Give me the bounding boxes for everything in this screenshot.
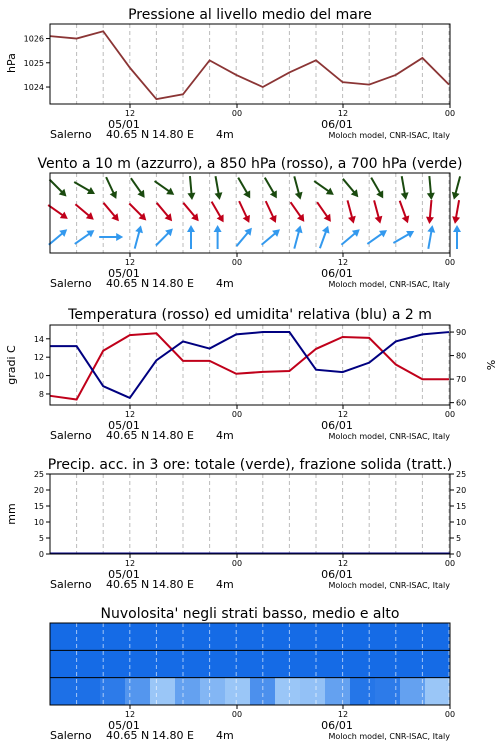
location-alt: 4m (216, 429, 234, 442)
wind-arrow-10m (49, 229, 67, 244)
cloud-cell-basso (325, 678, 351, 705)
pressure-frame (50, 24, 450, 104)
cloud-cell-medio (150, 650, 176, 677)
pressure-xticks (125, 104, 455, 118)
cloud-cell-basso (150, 678, 176, 705)
cloud-cell-basso (50, 678, 76, 705)
wind-arrow-10m (75, 230, 95, 244)
cloud-cell-alto (425, 623, 451, 650)
y-tick-label: 5 (38, 534, 44, 543)
location-name: Salerno (50, 578, 92, 591)
y-right-tick-label: 10 (456, 518, 467, 527)
wind-arrow-700hPa (371, 178, 383, 199)
cloud-cell-alto (225, 623, 251, 650)
location-alt: 4m (216, 578, 234, 591)
cloud-cell-medio (350, 650, 376, 677)
date-label: 06/01 (321, 118, 353, 131)
wind-arrow-shaft (347, 200, 352, 219)
wind-arrow-shaft (216, 176, 219, 196)
wind-arrow-850hPa (452, 200, 460, 224)
precipitation-panel (5, 457, 466, 591)
cloud-cell-basso (175, 678, 201, 705)
precipitation-yticks (34, 470, 50, 559)
cloud-cell-medio (375, 650, 401, 677)
pressure-title: Pressione al livello medio del mare (128, 7, 372, 23)
wind-arrow-10m (294, 225, 302, 248)
y-right-tick-label: 5 (456, 534, 462, 543)
precipitation-frame (50, 474, 450, 554)
wind-arrow-850hPa (426, 200, 434, 224)
cloud-cell-alto (175, 623, 201, 650)
cloud-cell-alto (200, 623, 226, 650)
model-credit: Moloch model, CNR-ISAC, Italy (328, 280, 450, 289)
wind-arrow-700hPa (343, 179, 358, 197)
date-label: 05/01 (108, 419, 140, 432)
wind-arrow-head (453, 225, 461, 232)
cloud-cell-medio (425, 650, 451, 677)
y-tick-label: 10 (33, 518, 44, 527)
cloud-cell-basso (400, 678, 426, 705)
location-lon: 14.80 E (152, 578, 194, 591)
x-tick-label: 12 (124, 109, 136, 118)
wind-arrow-700hPa (74, 182, 95, 194)
y-right-tick-label: 90 (456, 328, 467, 338)
cloud-cell-alto (300, 623, 326, 650)
precipitation-yticks-right (450, 470, 466, 559)
wind-arrow-700hPa (265, 178, 277, 199)
wind-arrow-850hPa (48, 205, 68, 219)
wind-arrow-700hPa (401, 176, 409, 200)
cloud-plot (50, 623, 451, 705)
wind-arrow-shaft (238, 178, 248, 195)
wind-arrow-shaft (314, 181, 330, 192)
wind-arrow-shaft (294, 176, 299, 195)
y-tick-label: 14 (33, 334, 44, 344)
precipitation-xticks (125, 554, 455, 568)
model-credit: Moloch model, CNR-ISAC, Italy (328, 432, 450, 441)
location-lon: 14.80 E (152, 277, 194, 290)
x-tick-label: 12 (124, 258, 136, 267)
location-lat: 40.65 N (106, 578, 150, 591)
cloud-cell-alto (375, 623, 401, 650)
wind-arrow-head (295, 192, 303, 200)
wind-arrow-10m (262, 229, 280, 244)
cloud-cell-basso (200, 678, 226, 705)
model-credit: Moloch model, CNR-ISAC, Italy (328, 131, 450, 140)
model-credit: Moloch model, CNR-ISAC, Italy (328, 732, 450, 741)
date-label: 06/01 (321, 419, 353, 432)
wind-arrow-head (427, 193, 435, 200)
location-lon: 14.80 E (152, 128, 194, 141)
cloud-cell-alto (400, 623, 426, 650)
cloud-cell-medio (50, 650, 76, 677)
wind-arrow-head (452, 216, 460, 224)
x-tick-label: 12 (337, 410, 349, 419)
cloud-cell-alto (275, 623, 301, 650)
x-tick-label: 12 (337, 710, 349, 719)
wind-arrow-700hPa (106, 177, 117, 199)
wind-arrow-10m (187, 225, 195, 249)
wind-arrow-shaft (129, 204, 143, 218)
wind-arrow-10m (393, 231, 414, 243)
x-tick-label: 00 (444, 109, 456, 118)
temperature-title: Temperatura (rosso) ed umidita' relativa (blu) a 2 m (68, 307, 432, 323)
cloud-cell-alto (325, 623, 351, 650)
wind-arrow-head (187, 225, 195, 232)
wind-arrow-shaft (265, 178, 275, 195)
pressure-footer (50, 118, 450, 141)
wind-arrow-10m (214, 225, 222, 249)
x-tick-label: 00 (444, 410, 456, 419)
cloud-cell-basso (100, 678, 126, 705)
cloud-cell-alto (150, 623, 176, 650)
location-lon: 14.80 E (152, 429, 194, 442)
wind-arrow-850hPa (212, 202, 224, 223)
wind-arrow-shaft (266, 201, 274, 219)
date-label: 06/01 (321, 719, 353, 732)
wind-arrow-700hPa (314, 181, 334, 195)
x-tick-label: 00 (444, 559, 456, 568)
temperature-xticks (125, 405, 455, 419)
x-tick-label: 00 (231, 410, 243, 419)
wind-arrow-head (375, 216, 383, 224)
cloud-cell-basso (275, 678, 301, 705)
wind-arrow-shaft (294, 229, 299, 248)
wind-arrow-shaft (135, 229, 140, 248)
wind-arrow-700hPa (131, 178, 145, 198)
wind-arrow-head (116, 233, 123, 241)
model-credit: Moloch model, CNR-ISAC, Italy (328, 581, 450, 590)
cloud-cell-medio (325, 650, 351, 677)
pressure-panel (5, 7, 455, 141)
wind-arrow-shaft (430, 200, 432, 220)
x-tick-label: 12 (337, 559, 349, 568)
location-name: Salerno (50, 128, 92, 141)
location-alt: 4m (216, 729, 234, 742)
wind-xticks (125, 253, 455, 267)
cloud-cell-medio (175, 650, 201, 677)
wind-arrow-850hPa (75, 204, 93, 219)
wind-arrow-head (215, 192, 223, 200)
x-tick-label: 00 (231, 559, 243, 568)
wind-arrow-850hPa (374, 200, 382, 223)
wind-arrow-head (187, 193, 195, 200)
wind-arrow-10m (427, 225, 435, 249)
cloud-cell-basso (425, 678, 451, 705)
y-right-tick-label: 20 (456, 486, 467, 495)
y-tick-label: 20 (33, 486, 44, 495)
cloud-xticks (125, 705, 455, 719)
cloud-cell-basso (125, 678, 151, 705)
y-right-tick-label: 70 (456, 375, 467, 385)
location-name: Salerno (50, 429, 92, 442)
date-label: 06/01 (321, 568, 353, 581)
wind-arrow-850hPa (400, 201, 410, 224)
wind-footer (50, 267, 450, 290)
cloud-cell-medio (400, 650, 426, 677)
cloud-panel (50, 606, 455, 742)
precipitation-grid (77, 474, 449, 554)
wind-arrow-shaft (75, 232, 91, 243)
x-tick-label: 12 (337, 109, 349, 118)
y-tick-label: 10 (33, 371, 44, 381)
wind-title: Vento a 10 m (azzurro), a 850 hPa (rosso), a 700 hPa (verde) (37, 156, 463, 172)
y-tick-label: 1025 (23, 58, 44, 68)
wind-arrow-850hPa (291, 202, 305, 222)
wind-arrow-850hPa (183, 203, 198, 221)
cloud-cell-alto (75, 623, 101, 650)
precipitation-footer (50, 568, 450, 591)
y-right-tick-label: 80 (456, 351, 467, 361)
cloud-cell-medio (75, 650, 101, 677)
y-right-tick-label: 60 (456, 398, 467, 408)
pressure-plot (50, 31, 449, 99)
wind-arrow-850hPa (129, 204, 146, 221)
wind-arrow-700hPa (215, 176, 223, 200)
wind-arrow-10m (320, 226, 330, 249)
y-tick-label: 8 (38, 389, 44, 399)
location-lon: 14.80 E (152, 729, 194, 742)
temperature-frame (50, 325, 450, 405)
pressure-grid (77, 24, 449, 104)
cloud-title: Nuvolosita' negli strati basso, medio e alto (100, 606, 400, 622)
cloud-cell-basso (350, 678, 376, 705)
cloud-footer (50, 719, 450, 742)
wind-arrow-10m (135, 225, 143, 248)
pressure-line (50, 31, 449, 99)
temperature-panel (5, 307, 497, 442)
cloud-cell-alto (100, 623, 126, 650)
temperature-yticks (34, 335, 50, 399)
location-lat: 40.65 N (106, 277, 150, 290)
wind-arrow-10m (341, 229, 359, 244)
x-tick-label: 12 (124, 559, 136, 568)
wind-arrow-700hPa (427, 176, 435, 200)
x-tick-label: 00 (231, 109, 243, 118)
humidity-yticks (450, 328, 466, 408)
location-name: Salerno (50, 277, 92, 290)
wind-arrow-shaft (48, 205, 64, 216)
location-name: Salerno (50, 729, 92, 742)
wind-grid (77, 173, 449, 253)
wind-arrow-700hPa (50, 180, 67, 197)
x-tick-label: 00 (444, 710, 456, 719)
cloud-cell-alto (50, 623, 76, 650)
humidity-ylabel: % (484, 359, 497, 371)
cloud-cell-basso (375, 678, 401, 705)
wind-arrow-700hPa (238, 178, 250, 199)
wind-arrow-10m (156, 229, 173, 246)
wind-arrow-850hPa (157, 203, 172, 221)
y-tick-label: 25 (33, 470, 44, 479)
cloud-cell-alto (125, 623, 151, 650)
date-label: 05/01 (108, 118, 140, 131)
wind-arrow-850hPa (317, 202, 331, 222)
wind-arrow-head (401, 192, 409, 200)
location-alt: 4m (216, 128, 234, 141)
wind-arrow-850hPa (103, 203, 118, 221)
wind-panel (37, 156, 462, 290)
wind-arrow-head (214, 225, 222, 232)
wind-arrow-shaft (455, 176, 460, 195)
wind-arrow-shaft (190, 176, 192, 196)
date-label: 05/01 (108, 568, 140, 581)
y-tick-label: 1024 (23, 83, 44, 93)
location-lat: 40.65 N (106, 128, 150, 141)
wind-arrow-10m (236, 228, 251, 246)
temperature-footer (50, 419, 450, 442)
wind-arrow-shaft (374, 200, 379, 219)
wind-arrow-head (452, 192, 460, 200)
x-tick-label: 00 (231, 258, 243, 267)
x-tick-label: 12 (124, 410, 136, 419)
wind-arrow-10m (367, 230, 387, 244)
date-label: 06/01 (321, 267, 353, 280)
y-right-tick-label: 15 (456, 502, 467, 511)
wind-arrow-700hPa (294, 176, 302, 199)
y-tick-label: 0 (38, 550, 44, 559)
y-tick-label: 12 (33, 353, 44, 363)
x-tick-label: 12 (124, 710, 136, 719)
cloud-cell-basso (300, 678, 326, 705)
cloud-cell-medio (300, 650, 326, 677)
wind-arrow-700hPa (155, 181, 175, 195)
cloud-cell-medio (100, 650, 126, 677)
cloud-cell-medio (125, 650, 151, 677)
y-tick-label: 1026 (23, 34, 44, 44)
wind-arrow-head (427, 225, 435, 233)
wind-arrow-head (426, 217, 434, 224)
location-lat: 40.65 N (106, 429, 150, 442)
date-label: 05/01 (108, 267, 140, 280)
precipitation-title: Precip. acc. in 3 ore: totale (verde), frazione solida (tratt.) (47, 457, 453, 473)
wind-arrow-10m (453, 225, 461, 249)
cloud-cell-medio (200, 650, 226, 677)
cloud-cell-medio (225, 650, 251, 677)
temperature-plot (50, 332, 449, 399)
wind-arrow-shaft (262, 232, 277, 245)
cloud-cell-alto (350, 623, 376, 650)
wind-arrow-head (348, 216, 356, 224)
pressure-ylabel: hPa (5, 53, 18, 73)
wind-arrow-850hPa (239, 201, 250, 223)
location-lat: 40.65 N (106, 729, 150, 742)
wind-arrow-head (135, 225, 143, 233)
wind-arrow-700hPa (187, 176, 195, 200)
temperature-ylabel: gradi C (5, 345, 18, 385)
y-tick-label: 15 (33, 502, 44, 511)
precipitation-ylabel: mm (5, 503, 18, 525)
wind-arrow-head (295, 225, 303, 233)
date-label: 05/01 (108, 719, 140, 732)
cloud-cell-basso (225, 678, 251, 705)
wind-plot (48, 176, 461, 249)
wind-arrow-850hPa (347, 200, 355, 223)
cloud-cell-basso (75, 678, 101, 705)
y-right-tick-label: 25 (456, 470, 467, 479)
wind-arrow-shaft (155, 181, 171, 192)
pressure-yticks (24, 35, 50, 92)
wind-arrow-850hPa (266, 201, 277, 223)
wind-arrow-shaft (367, 232, 383, 243)
y-right-tick-label: 0 (456, 550, 462, 559)
cloud-cell-medio (275, 650, 301, 677)
humidity-line (50, 332, 449, 398)
x-tick-label: 00 (444, 258, 456, 267)
location-alt: 4m (216, 277, 234, 290)
wind-arrow-700hPa (452, 176, 460, 199)
x-tick-label: 00 (231, 710, 243, 719)
x-tick-label: 12 (337, 258, 349, 267)
